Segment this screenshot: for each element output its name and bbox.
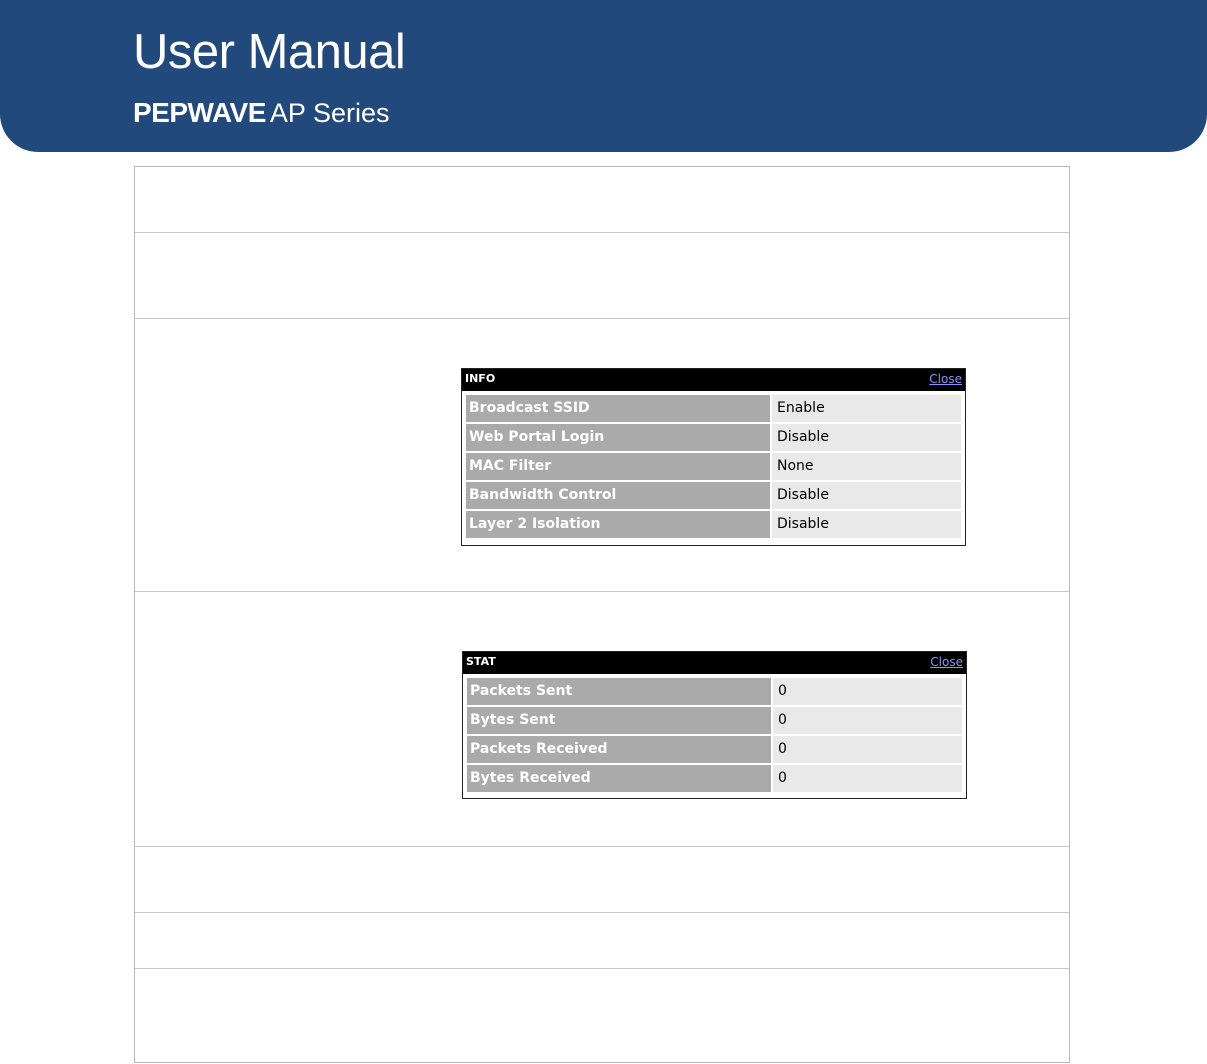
info-row-label: MAC Filter [466,453,770,480]
stat-row-label: Packets Received [467,736,771,763]
table-row [135,233,1069,319]
stat-row-label: Bytes Received [467,765,771,792]
info-row-label: Broadcast SSID [466,395,770,422]
stat-row-label: Bytes Sent [467,707,771,734]
stat-panel-header [463,652,966,674]
stat-row [467,736,962,763]
series-name: AP Series [269,98,390,128]
info-panel-header [462,369,965,391]
table-row [135,969,1069,1064]
info-row-label: Bandwidth Control [466,482,770,509]
info-row [466,395,961,422]
info-row-label: Layer 2 Isolation [466,511,770,538]
stat-panel-body [463,674,966,797]
stat-panel [462,651,967,799]
info-row [466,424,961,451]
info-row [466,482,961,509]
stat-row-value: 0 [773,678,962,705]
stat-row [467,765,962,792]
info-row-value: Disable [772,511,961,538]
table-row [135,319,1069,592]
stat-row [467,707,962,734]
info-row-value: None [772,453,961,480]
header-banner [0,0,1207,152]
manual-title: User Manual [133,25,406,79]
info-panel-title: INFO [465,372,496,385]
info-row-label: Web Portal Login [466,424,770,451]
stat-close-link[interactable]: Close [930,655,963,669]
info-row-value: Disable [772,424,961,451]
info-panel [461,368,966,546]
info-close-link[interactable]: Close [929,372,962,386]
table-row [135,847,1069,913]
stat-row [467,678,962,705]
stat-row-label: Packets Sent [467,678,771,705]
info-row-value: Enable [772,395,961,422]
content-table [134,166,1070,1063]
info-row [466,511,961,538]
info-panel-body [462,391,965,543]
stat-row-value: 0 [773,736,962,763]
table-row [135,167,1069,233]
stat-panel-title: STAT [466,655,496,668]
stat-row-value: 0 [773,765,962,792]
info-row [466,453,961,480]
info-row-value: Disable [772,482,961,509]
brand-name: PEPWAVE [133,97,266,128]
stat-row-value: 0 [773,707,962,734]
table-row [135,913,1069,969]
table-row [135,592,1069,847]
product-line [133,96,389,130]
